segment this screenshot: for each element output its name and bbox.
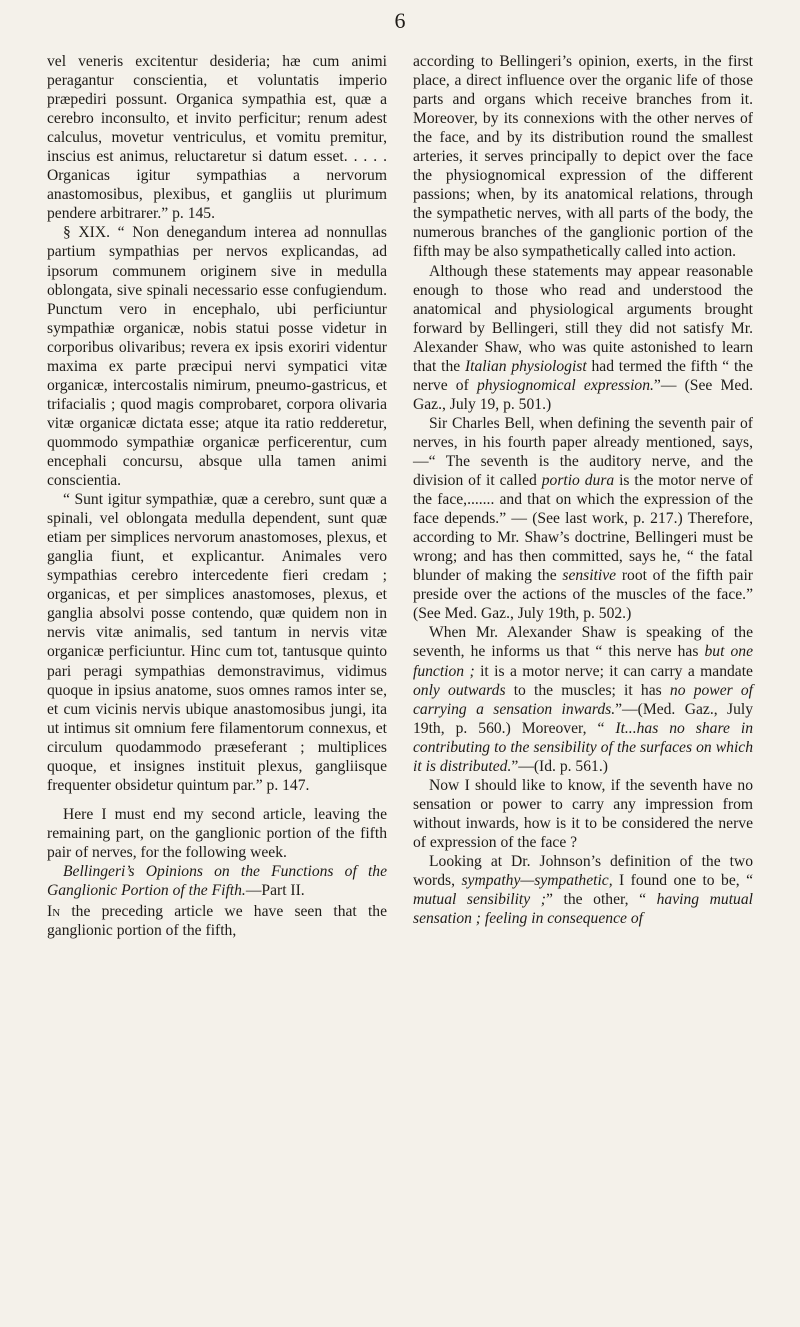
seventh-nerve-paragraph [413,623,753,775]
text-run: to the muscles; it has [505,681,670,699]
article-heading-title: Bellingeri’s Opinions on the Functions of the Ganglionic Portion of the Fifth. [47,862,387,900]
emphasis: but one function ; [413,643,753,680]
article-heading-part: —Part II. [245,882,305,900]
shaw-objection-paragraph [413,262,753,414]
text-run: ”— (See Med. Gaz., July 19, p. 501.) [413,376,753,413]
emphasis: portio dura [541,472,615,490]
text-run: Looking at Dr. Johnson’s definition of the two words, [413,852,753,890]
article-heading [47,862,387,900]
text-run: ”—(Med. Gaz., July 19th, p. 560.) Moreover, “ [413,700,753,737]
latin-section-xix: § XIX. “ Non denegandum interea ad nonnullas partium sympathias per nervos explicandas, ad ipsorum communem originem sive in medulla oblongata, sive spinali necessario esse confugiendum. Punctum vero in encephalo, ubi perficiuntur sympathiæ organicæ, nobis statui posse videtur in corporibus olivaribus; revera ex ipsis exoriri videntur maxima ex parte præcipui nervi sympatici vitæ organicæ, intercostalis nimirum, pneumo-gastricus, et trifacialis ; quod magis comprobaret, corpora olivaria vitæ organicæ dictata esse; atque ita ratio redderetur, quommodo sympathiæ organicæ perficerentur, cum encephali concursu, absque ulla tamen animi conscientia. [47,224,387,490]
text-run: root of the fifth pair preside over the actions of the muscles of the face.” (See Med. Gaz., July 19th, p. 502.) [413,567,754,623]
johnson-definition-paragraph [413,852,753,928]
right-column [413,52,753,928]
latin-quote-continuation: vel veneris excitentur desideria; hæ cum animi peragantur conscientia, et voluntatis imperio præpediri possunt. Organica sympathia est, quæ a cerebro inconsulto, et invito perficitur; renum adest calculus, movetur ventriculus, et vomitu premitur, inscius est animus, reluctaretur si datum esset. . . . . Organicas igitur sympathias a nervorum anastomosibus, plexibus, et gangliis ut plurimum pendere arbitrarer.” p. 145. [47,53,387,223]
emphasis: It...has no share in contributing to the sensibility of the surfaces on which it is distributed. [413,719,753,775]
latin-sympathies-paragraph: “ Sunt igitur sympathiæ, quæ a cerebro, sunt quæ a spinali, vel oblongata medulla dependent, sunt quæ etiam per simplices nervorum anastomoses, plexus, et ganglia fiunt, et explicantur. Animales vero sympathias cerebro intercedente fieri credam ; organicas, et per simplices anastomoses, plexus, et ganglia absolvi posse contendo, quæ quidem non in nervis vitæ animalis, sed tantum in nervis vitæ organicæ perficiuntur. Hinc cum tot, tantusque quinto pari peragi sympathias demonstravimus, vidimus quoque in ipsius anatome, suos omnes ramos inter se, et cum vicinis nervis ubique anastomosibus jungi, ita ut intimus sit omnium fere filamentorum connexus, et circulum quodammodo præseferant ; multiplices quoque, et insignes instituit plexus, gangliisque frequenter obsidetur quintum par.” p. 147. [47,491,387,794]
charles-bell-paragraph [413,414,753,624]
page-number: 6 [394,8,406,33]
question-paragraph: Now I should like to know, if the seventh have no sensation or power to carry any impression from without inwards, how is it to be considered the nerve of expression of the face ? [413,776,753,851]
text-run: Although these statements may appear reasonable enough to those who read and understood the anatomical and physiological arguments brought forward by Bellingeri, still they did not satisfy Mr. Alexander Shaw, who was quite astonished to learn that the [413,262,753,375]
text-run: is the motor nerve of the face,....... and that on which the expression of the face depends.” — (See last work, p. 217.) Therefore, according to Mr. Shaw’s doctrine, Bellingeri must be wrong; and has then committed, says he, “ the fatal blunder of making the [413,472,753,585]
emphasis: physiognomical expression. [476,376,654,394]
opening-word: In [47,903,61,921]
emphasis: mutual sensibility ; [413,891,546,909]
text-run: ” the other, “ [545,891,657,909]
emphasis: sensitive [562,567,617,585]
text-run: I found one to be, “ [612,872,753,890]
emphasis: no power of carrying a sensation inwards. [413,681,754,718]
text-run: it is a motor nerve; it can carry a mandate [474,662,753,680]
left-column [47,52,387,940]
emphasis: having mutual sensation ; feeling in consequence of [413,891,753,928]
emphasis: sympathy—sympathetic, [461,872,613,890]
text-run: ”—(Id. p. 561.) [511,757,608,775]
article-closing-paragraph: Here I must end my second article, leaving the remaining part, on the ganglionic portion of the fifth pair of nerves, for the following week. [47,805,387,861]
text-run: When Mr. Alexander Shaw is speaking of the seventh, he informs us that “ this nerve has [413,624,753,661]
emphasis: only outwards [413,681,506,699]
text-run: Sir Charles Bell, when defining the seventh pair of nerves, in his fourth paper already mentioned, says,—“ The seventh is the auditory nerve, and the division of it called [413,414,753,490]
bellingeri-opinion-paragraph: according to Bellingeri’s opinion, exerts, in the first place, a direct influence over the organic life of those parts and organs which receive branches from it. Moreover, by its connexions with the other nerves of the face, and by its distribution round the smallest arteries, it serves principally to depict over the face the physiognomical expression of the different passions; when, by its anatomical relations, through the sympathetic nerves, with all parts of the body, the numerous branches of the ganglionic portion of the fifth may be also sympathetically called into action. [413,53,753,261]
emphasis: Italian physiologist [464,357,587,375]
article-opening-paragraph [47,902,387,940]
opening-text: the preceding article we have seen that the ganglionic portion of the fifth, [47,903,387,940]
text-run: had termed the fifth “ the nerve of [413,357,754,394]
